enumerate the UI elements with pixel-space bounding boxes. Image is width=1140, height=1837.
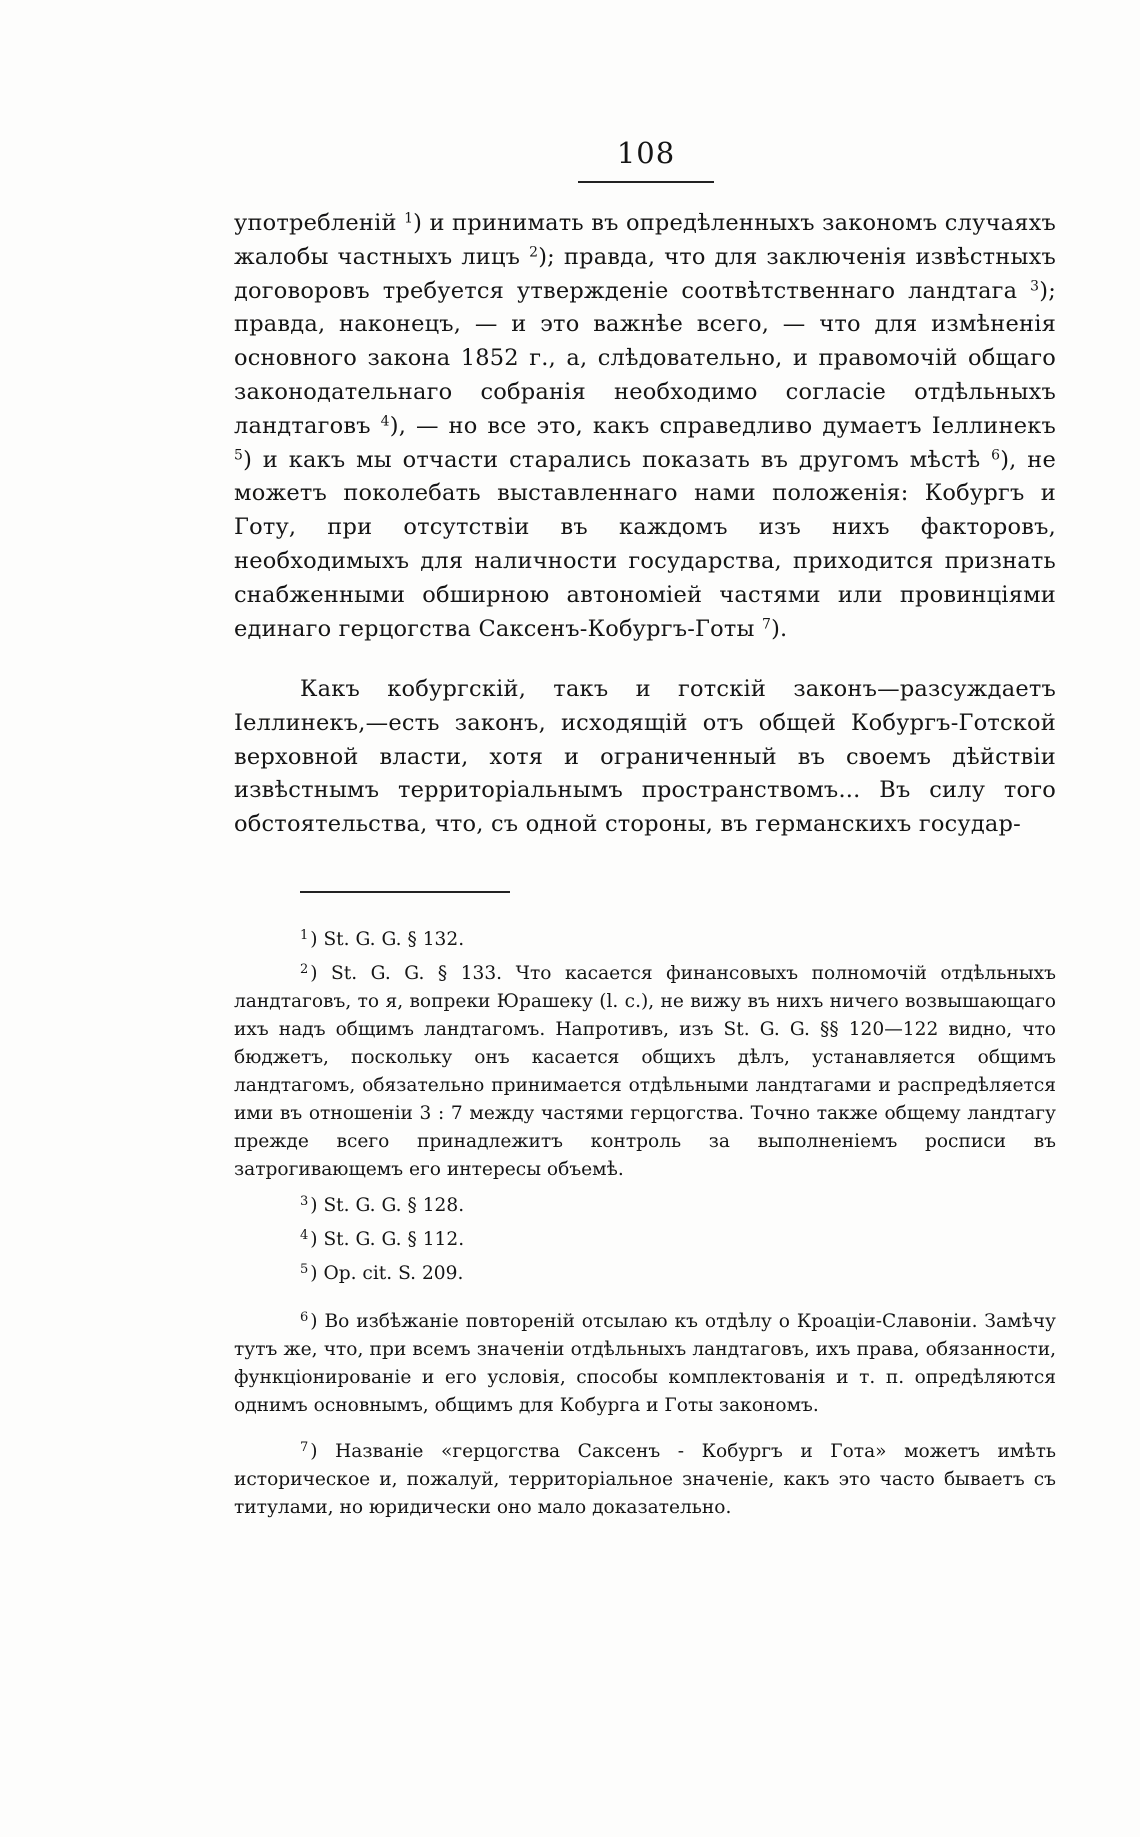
footnote-text: ) Op. cit. S. 209.: [310, 1263, 464, 1284]
footnote-text: ) St. G. G. § 128.: [310, 1195, 465, 1216]
footnote-text: ) St. G. G. § 133. Что касается финансовыхъ полномочій отдѣльныхъ ландтаговъ, то я, вопреки Юрашеку (l. c.), не вижу въ нихъ ничего возвышающаго ихъ надъ общимъ ландтагомъ. Напротивъ, изъ St. G. G. §§ 120—122 видно, что бюджетъ, поскольку онъ касается общихъ дѣлъ, устанавляется общимъ ландтагомъ, обязательно принимается отдѣльными ландтагами и распредѣляется ими въ отношеніи 3 : 7 между частями герцогства. Точно также общему ландтагу прежде всего принадлежитъ контроль за выполненіемъ росписи въ затрогивающемъ его интересы объемѣ.: [234, 963, 1056, 1180]
text-run: ) и принимать въ опредѣленныхъ закономъ случаяхъ жалобы частныхъ лицъ: [234, 210, 1056, 270]
footnote-7: [234, 1438, 1056, 1522]
footnote-mark: 1: [300, 927, 309, 943]
footnote-mark: 6: [300, 1309, 309, 1325]
text-run: употребленій: [234, 210, 405, 236]
footnote-3: [234, 1192, 1056, 1220]
footnote-ref-1: 1: [404, 210, 414, 227]
footnote-ref-7: 7: [761, 615, 772, 632]
footnote-divider: [300, 891, 510, 893]
footnote-5: [234, 1260, 1056, 1288]
text-run: ); правда, что для заключенія извѣстныхъ договоровъ требуется утвержденіе соотвѣтственнаго ландтага: [234, 243, 1056, 304]
text-run: ), — но все это, какъ справедливо думаетъ Іеллинекъ: [389, 412, 1056, 439]
text-run: ), не можетъ поколебать выставленнаго нами положенія: Кобургъ и Готу, при отсутствіи въ каждомъ изъ нихъ факторовъ, необходимыхъ для наличности государства, приходится признать снабженными обширною автономіей частями или провинціями единаго герцогства Саксенъ-Кобургъ-Готы: [234, 446, 1056, 642]
page-number: 108: [616, 136, 676, 170]
footnote-4: [234, 1226, 1056, 1254]
footnote-mark: 7: [300, 1439, 309, 1455]
body-paragraph-1: [234, 207, 1056, 646]
footnote-6: [234, 1308, 1056, 1420]
page-number-underline: [578, 181, 714, 183]
footnote-text: ) St. G. G. § 112.: [310, 1229, 465, 1250]
footnote-mark: 4: [300, 1227, 309, 1243]
footnote-mark: 2: [300, 961, 309, 977]
text-run: ); правда, наконецъ, — и это важнѣе всего, — что для измѣненія основного закона 1852 г., а, слѣдовательно, и правомочій общаго законодательнаго собранія необходимо согласіе отдѣльныхъ ландтаговъ: [234, 277, 1056, 439]
footnote-ref-4: 4: [380, 413, 390, 430]
footnote-mark: 3: [300, 1193, 309, 1209]
footnotes: [234, 926, 1056, 1530]
body-paragraph-2: Какъ кобургскій, такъ и готскій законъ—разсуждаетъ Іеллинекъ,—есть законъ, исходящій отъ общей Кобургъ-Готской верховной власти, хотя и ограниченный въ своемъ дѣйствіи извѣстнымъ территоріальнымъ пространствомъ... Въ силу того обстоятельства, что, съ одной стороны, въ германскихъ государ-: [234, 676, 1056, 838]
footnote-text: ) Названіе «герцогства Саксенъ - Кобургъ и Гота» можетъ имѣть историческое и, пожалуй, территоріальное значеніе, какъ это часто бываетъ съ титулами, но юридически оно мало доказательно.: [234, 1441, 1056, 1518]
text-run: ) и какъ мы отчасти старались показать въ другомъ мѣстѣ: [243, 446, 992, 473]
text-run: ).: [771, 615, 788, 642]
footnote-ref-3: 3: [1030, 277, 1040, 294]
footnote-mark: 5: [300, 1261, 309, 1277]
footnote-ref-6: 6: [991, 446, 1001, 463]
footnote-text: ) St. G. G. § 132.: [310, 929, 465, 950]
footnote-text: ) Во избѣжаніе повтореній отсылаю къ отдѣлу о Кроаціи-Славоніи. Замѣчу тутъ же, что, при всемъ значеніи отдѣльныхъ ландтаговъ, ихъ права, обязанности, функціонированіе и его условія, способы комплектованія и т. п. опредѣляются однимъ основнымъ, общимъ для Кобурга и Готы закономъ.: [234, 1311, 1056, 1416]
footnote-ref-5: 5: [234, 446, 244, 463]
footnote-ref-2: 2: [529, 244, 539, 261]
footnote-2: [234, 960, 1056, 1184]
footnote-1: [234, 926, 1056, 954]
